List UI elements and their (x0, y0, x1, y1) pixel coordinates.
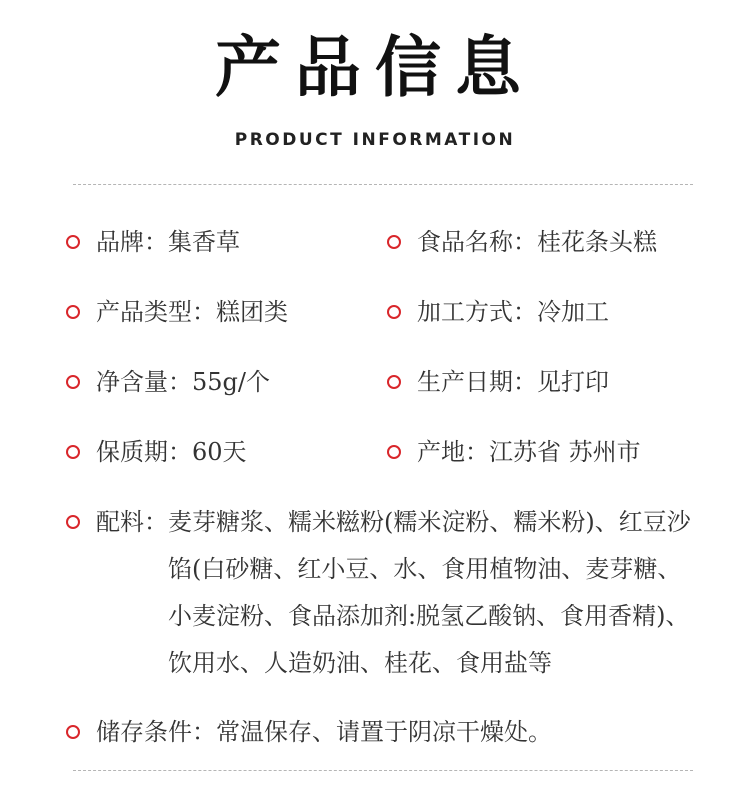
storage-label: 储存条件： (96, 718, 216, 746)
bullet-circle-icon (387, 445, 401, 459)
product-type-value: 糕团类 (216, 298, 288, 326)
top-divider (73, 184, 693, 185)
brand-value: 集香草 (168, 228, 240, 256)
ingredients-label: 配料： (96, 508, 168, 536)
info-production-date (387, 366, 609, 398)
shelf-life-label: 保质期： (96, 438, 192, 466)
bottom-divider (73, 770, 693, 771)
food-name-label: 食品名称： (417, 228, 537, 256)
storage-value: 常温保存、请置于阴凉干燥处。 (216, 718, 552, 746)
info-net-content (66, 366, 270, 398)
production-date-label: 生产日期： (417, 368, 537, 396)
origin-label: 产地： (417, 438, 489, 466)
bullet-circle-icon (387, 235, 401, 249)
info-origin (387, 436, 641, 468)
info-shelf-life (66, 436, 247, 468)
bullet-circle-icon (387, 305, 401, 319)
process-label: 加工方式： (417, 298, 537, 326)
info-product-type (66, 296, 288, 328)
product-type-label: 产品类型： (96, 298, 216, 326)
bullet-circle-icon (66, 515, 80, 529)
page-subtitle: PRODUCT INFORMATION (234, 130, 516, 150)
bullet-circle-icon (66, 725, 80, 739)
net-content-value: 55g/个 (192, 368, 270, 396)
food-name-value: 桂花条头糕 (537, 228, 657, 256)
brand-label: 品牌： (96, 228, 168, 256)
info-process (387, 296, 609, 328)
ingredients-value: 麦芽糖浆、糯米糍粉(糯米淀粉、糯米粉)、红豆沙馅(白砂糖、红小豆、水、食用植物油、麦芽糖、小麦淀粉、食品添加剂:脱氢乙酸钠、食用香精)、饮用水、人造奶油、桂花、食用盐等 (168, 508, 691, 677)
info-storage (66, 716, 552, 748)
origin-value: 江苏省 苏州市 (489, 438, 641, 466)
page-title: 产品信息 (215, 28, 535, 106)
bullet-circle-icon (66, 305, 80, 319)
info-food-name (387, 226, 657, 258)
info-ingredients (66, 506, 706, 687)
production-date-value: 见打印 (537, 368, 609, 396)
bullet-circle-icon (66, 235, 80, 249)
bullet-circle-icon (66, 375, 80, 389)
info-brand (66, 226, 240, 258)
bullet-circle-icon (387, 375, 401, 389)
bullet-circle-icon (66, 445, 80, 459)
process-value: 冷加工 (537, 298, 609, 326)
net-content-label: 净含量： (96, 368, 192, 396)
shelf-life-value: 60天 (192, 438, 247, 466)
